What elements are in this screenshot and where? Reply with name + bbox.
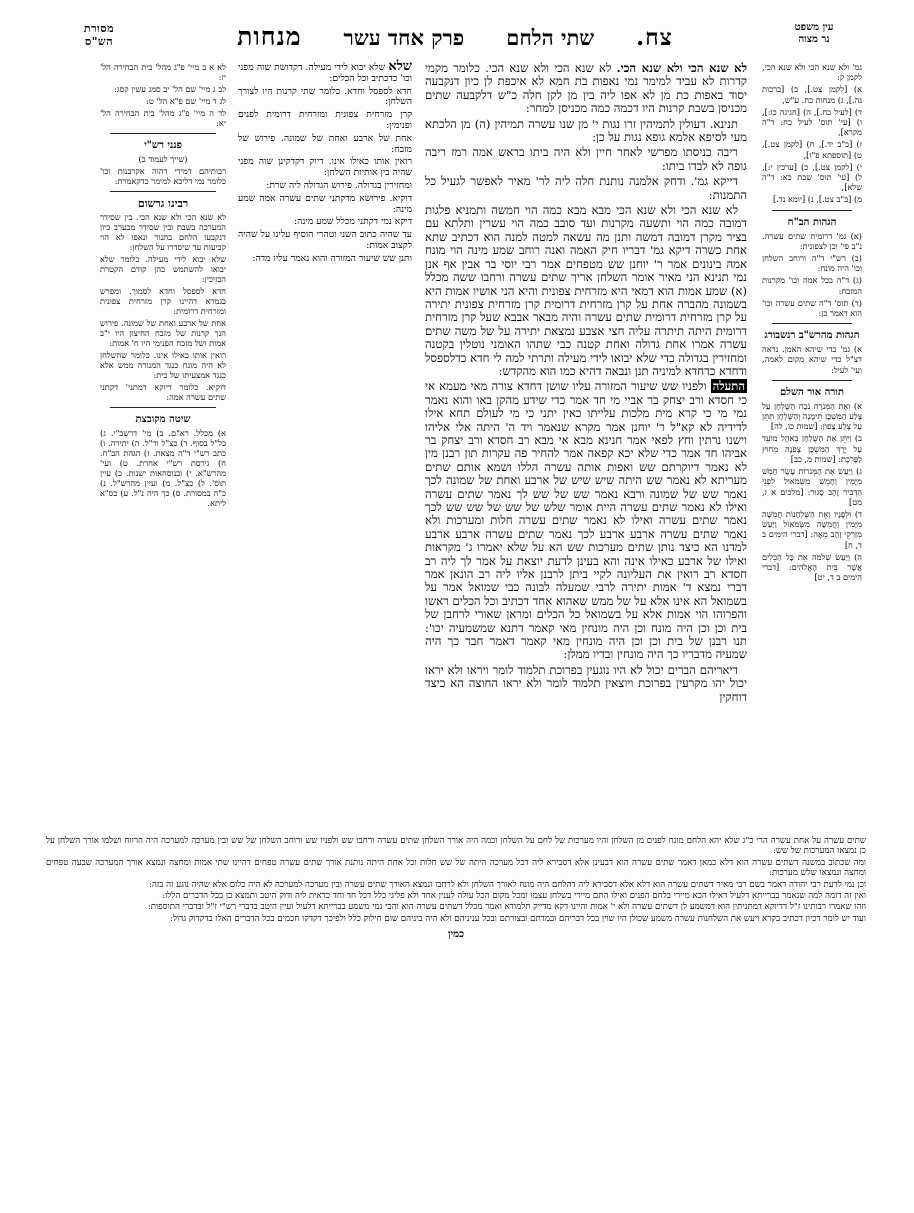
masoret-hashas-line1: מסורת: [83, 22, 115, 35]
masoret-item: ד) [לעיל כח.], ה) [חגיגה כו:], ו) [עי' תוס' לעיל כח: ד"ה מקרא],: [762, 106, 862, 138]
gemara-paragraph-highlighted: [425, 380, 747, 662]
masoret-hashas-line2: הש"ס: [84, 35, 114, 48]
catchword: כמין: [448, 929, 464, 941]
ein-mishpat-line2: נר מצוה: [798, 34, 830, 45]
bottom-line: ואין זה דומה למה שנאמר בברייתא דלעיל דאילו הכא מיירי בלחם הפנים ואילו התם מיירי בשלחן עצמו ומכל מקום הכל עולה לענין אחד ולא פליגי כלל דכל חד וחד כדאית ליה ודוק היטב ותמצא כן בכל הדברים הללו:: [162, 891, 866, 902]
rashi-note: דיקא נמי דקתני מכלל שמע מינה:: [294, 216, 412, 228]
rashi-entry: [238, 59, 412, 85]
bottom-line: שתים עשרה על אחת עשרה הרי כ"ג שלא יהא הלחם מונח לפנים מן השלחן והיו מערכות של לחם על השלחן וכמה היה אורך השלחן שתים עשרה ורחבו שש ולפניו שש ורוחב השלחן של שש ובין מערכה למערכה היה הרווח ושלמו אורך השלחן על כן נמצאו המערכות של שש:: [46, 836, 866, 857]
bottom-line: ועוד יש לומר דכיון דכתיב בקרא ויעש את השלחנות עשרה משמע שכולן היו שוין בכל דבריהם ובמדתם ובצורתם ובכל עניניהם ולא היה ביניהם שום חילוק כלל ולפיכך דקדקו חכמים בכל הדברים האלו בדקדוק גדול:: [170, 913, 866, 924]
bottom-lines: [46, 836, 866, 924]
tractate-title: מנחות: [237, 22, 302, 51]
rashi-note: ותנן שש שיעור המזורה והוא נאמר עליו מדה:: [252, 252, 412, 264]
torah-or-item: ד) וּלְפָנָיו וְאֶת הַשֻּׁלְחָנוֹת חֲמִשָּׁה מִיָּמִין וַחֲמִשָּׁה מִשְּׂמֹאול וַיַּעַשׂ מִזְרְקֵי זָהָב מֵאָה: [דברי הימים ב ד, ח]: [762, 508, 862, 550]
torah-or-item: ב) וַיִּתֵּן אֶת הַשֻּׁלְחָן בְּאֹהֶל מוֹעֵד עַל יֶרֶךְ הַמִּשְׁכָּן צָפֹנָה מִחוּץ לַפָּרֹכֶת: [שמות מ, כב]: [762, 433, 862, 464]
gemara-body: ולפניו שש שיעור המזורה עליו שושן דחדא צורה מאי מעמא אי כי חסדא ורב יצחק בר אביי מי חד אמר כדי שידע מהקן באו והוא נאמר נמי מי כי קרא מית מלכות עלייתו כאין יתני כי מי לעולם תחא אילו לדידיה לא קא"ל ר' יוחנן אמר מקרא שנאמר ויד ה' היתה אלי אליהו וישנו נרתין וחץ לפאי אמר חנינא מבא אי מבא רב חסדא ורב יצחק בר אביהו חד אמר כדי שלא יכא קפאה אמר להחיר פה עקרות תון רבנן מין לא נאמר דיוקרתם שש ואפות אותה עשרה הללו ושמא אותם שתים מעריתא לא נאמר שש היתה שיש שיש של ארבע ואחת של שמונה לכך נאמר שש של שמונה ורבא נאמר שש של שש לך נאמר שתים עשרה ואילו לא נאמר שתים עשרה היית אומר שלש של שש של שש שש לכך נאמר שתים עשרה ואילו לא נאמר שתים עשרה חלות ומערכות ולא נאמר שתים עשרה ארבע ארבע לכך נאמר שתים עשרה ארבע ארבע למדנו הא כיצד נותן שתים מערכות שש הא על שלא יאמרו ג' מקראות ואילו של ארבע כאילו אינה והא בעינן לדעת יוצאת על אמר לך ליה רב חסדא רב רואין את העליונה לקיי ביתן לרבנן אליו ליה רב הונאן אמר דברי נמצא ד' אמות יתירה לרבי שמעלה לבונה כבי שמואל אמר על בשמואל הא אינו אלא על של ממש שאהוא אחד דכתיב וכל הכלים ראשו והפרוהו הוי אמות אלא על בשמואל כל הכלים ומראן שאורי לרחבן של בית וכן וכן היה מונח וכן היה מונחין מאי קאמר דתנא שמשמעיה יכו': תנו רבנן של בית וכן וכן היה מונחין מאי קאמר דאמר חבר כך היה שמעיה מדבריו כך היה מונחין ובדיו ממלן:: [425, 379, 747, 662]
rabeinu-gershom-title: רבינו גרשום: [137, 197, 189, 210]
rashi-column: [232, 59, 418, 267]
gemara-paragraph: ריבה כניסתו מפרשי לאחר חיין ולא היה ביתו בראש אמה רמז ריבה גופה לא לבדו ביתו:: [425, 145, 747, 173]
rabeinu-gershom-item: שלא יבוא לידי מעילה. כלומר שלא יבואו להשתמש בהן קודם הקטרת הבזיכין:: [100, 254, 226, 284]
torah-or-item: ג) וַיַּעַשׂ אֶת הַמְּנֹרוֹת עֶשֶׂר חָמֵשׁ מִיָּמִין וְחָמֵשׁ מִשְּׂמֹאול לִפְנֵי הַדְּבִיר זָהָב סָגוּר: [מלכים א ז, מט]: [762, 466, 862, 507]
rashi-entry: ומחזירין בגדולה. פירוש הגדולה ליה שרת:: [266, 179, 412, 191]
masoret-hashas-header: [54, 22, 144, 48]
rashi-entry: רואין אותו כאילו אינו. דיוק דקדקינן שוה מפני שהיה בין אותיות השלחן:: [238, 156, 412, 179]
masoret-item: א) [לקמן צט.], ב) [ברכות נה.], ג) מנחות כח. ע"ש,: [762, 84, 862, 105]
gemara-body: לא שנא הכי ולא שנא הכי. כלומר מקמי קדרות לא עביד למימר נמי נאפות בת חמא לא איכפת לן כיון דנקבעה יסוד באפות כת מן לא אפו ליה בין מן לקן חלה כ"ש דלקבעה שתים מכניסן בשבת קרנות היו דכמה כמה מכניסן למחר:: [425, 61, 747, 116]
haggahot-rinshburg-item: א) גמ' כדי שיהא האמן. נראה דצ"ל כדי שיהא מקום לאמה, ועי' לעיל:: [762, 344, 862, 375]
haggahot-habach-item: (ג) ד"ה בכל אמה וכו' מקרנות המזבח:: [762, 275, 862, 296]
rabeinu-gershom-item: לא שנא הכי ולא שנא הכי. בין שסידר המערכה בשבת ובין שסידר מבערב כיון דנקבעו הלחם בתנור ונאפו לא הוי קביעות עד שיסדרו על השלחן:: [100, 212, 226, 252]
ein-mishpat-item: לב ג מיי' שם הל' יב סמג עשין קסג:: [114, 84, 226, 94]
rashi-note: עד שהיה כתוב השני וטהרי הוסיף עלינו על שהיה לקצוב אמות:: [238, 229, 412, 251]
gemara-paragraph: דייקא גמ'. ודחק אלמנה נותנת חלה ליה לר' מאיר לאפשר לגעיל כל התמנות:: [425, 174, 747, 202]
shita-mekubetzet-title: שיטה מקובצת: [135, 414, 191, 425]
ein-mishpat-item: לא א ב מיי' פ"ג מהל' בית הבחירה הל' יז:: [100, 62, 226, 82]
divider: [772, 210, 852, 211]
rabeinu-gershom-item: רואין אותו כאילו אינו. כלומר שהשלחן לא היה מונח כנגד המנורה ממש אלא כנגד אמצעיתו של בית:: [100, 350, 226, 380]
ein-mishpat-item: לג ד מיי' שם פ"א הל' ט:: [146, 96, 226, 106]
rashi-entry: חדא לספסל וחדא. כלומר שתי קרנות היו לצורך השלחן:: [238, 85, 412, 108]
bottom-commentary-band: [46, 836, 866, 941]
ein-mishpat-column: [98, 62, 232, 510]
pnei-rashi-item: רבותיהם דמידי דהוה אקרבנות וכו' כלומר נמי דליכא למימר כדקאמרת:: [100, 166, 226, 186]
masoret-item: גמ' ולא שנא הכי ולא שנא הכי, לקמן ק:: [762, 62, 862, 83]
gemara-paragraph: תנינא. דעולין לתמיהין זרו נגות י' מן שנו עשרה תמיהין (ה) מן הלכתא מעי לסיפא אלמא גופא נגות על כן:: [425, 116, 747, 145]
ein-mishpat-header: [766, 22, 862, 46]
chapter-title: שתי הלחם: [506, 25, 595, 50]
divider: [110, 407, 216, 408]
rabeinu-gershom-item: דוקיא. כלומר דיוקא דמתני' דקתני שתים עשרה אמה:: [100, 382, 226, 402]
bottom-line: וזהו שאמרו רבותינו ז"ל דדיוקא דמתניתין הוא דמשמע לן דשתים עשרה ולא י' אמות והיינו דקא מדייק תלמודא ואמר מכלל דשתים עשרה הוא והכי נמי משמע בברייתא דלעיל ועיין היטב בדברי רש"י ז"ל ובדברי התוספות:: [147, 902, 866, 913]
highlighted-term: התעלה: [712, 379, 745, 394]
ein-mishpat-item: לד ה מיי' פ"ג מהל' בית הבחירה הל' יא:: [100, 108, 226, 128]
header-center: [237, 22, 673, 52]
gemara-paragraph: [425, 62, 747, 116]
rabeinu-gershom-item: חדא לספסל וחדא לסמוך. ומפרש בגמרא דהיינו קרן מזרחית צפונית ומזרחית דרומית:: [100, 286, 226, 316]
haggahot-rinshburg-title: הגהות מהרש"ב רנשבורג: [764, 330, 860, 342]
haggahot-habach-title: הגהות הב"ח: [787, 216, 837, 228]
gemara-paragraph: לא שנא הכי ולא שנא הכי מבא מבא כמה הוי חמשה ותמניא פלגות דמובה כמה הוי ותשעה מקרנות ועד סובב כמה הוי עשרין ותלתא עם בציר מקרן דמובה דמשה ותנן מה עשאה למטה למנה הוא דכתיב שתא אחת כשרה דיקא גמ' דבריו חיק האמה ואנה רוחב שמע מינה הוי מונח אמה בינונים אמר ר' יוחנן שש מטפחים אמר רבי יוסי בר אבין אף אנן נמי תנינא הני מאיר אומר השלחן אריך שתים עשרה ורחבו ששה מכלל (א) שמע אמות הוא דמאי היא מזרחית צפונית והיא הני אושיו אמות היא בשמונה מהברה אחת על קרן מזרחית דרומית קרן מזרחית צפונית יתירה על קרן מזרחית דרומית שתים עשרה והיה מבאר אבבא שעל קרן מזרחית דרומית היתה תיתרה עליה חצי אצבע נמצאת יתירה על של משה שתים עשרה אמרו אחת גדולה ואחת קטנה כבי שתהו האומני נוטלין בקטנה ומחזירין בגדולה כדי שלא יבואו לידי מעילה ותרתי למה לי חדא כדלספסל ודחדא כדחדא למיניה תנן ונבאה דהיא כמו הוא מהקדש:: [425, 203, 747, 378]
gemara-opening-phrase: לא שנא הכי ולא שנא הכי.: [616, 61, 748, 75]
rashi-entry: אחת של ארבע ואחת של שמונה. פירוש של מזבח:: [238, 132, 412, 155]
gemara-paragraph: דיאריהם הברים יכול לא היו נוגעין בפרוכת תלמוד לומר ויראו ולא יראו יכול יהו מקרעין בפרוכת ויוצאין תלמוד לומר ולא יראו החוצה הא כיצד דוחקין: [425, 662, 747, 704]
ein-mishpat-line1: עין משפט: [794, 22, 834, 33]
rabeinu-gershom-item: אחת של ארבע ואחת של שמונה. פירוש הנך קרנות של מזבח החיצון היו י"ב אמות ושל מזבח הפנימי היו ח' אמות:: [100, 318, 226, 348]
masoret-item: ז) [ב"ב יד.], ח) [לקמן צט.], ט) [תוספתא פ"ו],: [762, 139, 862, 160]
haggahot-habach-item: (ב) רש"י ד"ה ורוחב השלחן וכו' היה מונח:: [762, 253, 862, 274]
torah-or-title: תורה אור השלם: [780, 386, 844, 398]
chapter-number: פרק אחד עשר: [343, 25, 465, 50]
rashi-entry: דוקיא. פירושא מדקתני שתים עשרה אמה שמע מינה:: [238, 192, 412, 215]
masoret-column: [754, 62, 866, 584]
rashi-lemma: שלא: [388, 59, 412, 74]
divider: [110, 133, 216, 134]
rashi-text: שלא יבוא לידי מעילה. דקדושת שוה מפני וכו' כדכתיב וכל הכלים:: [238, 62, 412, 84]
bottom-line: וכן נמי לדעת רבי יהודה דאמר בשם רבי מאיר דשתים עשרה הוא דלא אלא דסבירא ליה דהלחם היה מונח לאורך השלחן ולא לרחבו ונמצא האורך שתים עשרה ובין מערכה למערכה לא היה כלום אלא שהיה נוגע זה בזה:: [149, 879, 866, 890]
bottom-line: ומה שכתוב במשנה דשתים עשרה הוא דלא כמאן דאמר שתים עשרה הוא דבעינן אלא דסבירא ליה דכל מערכה היתה של שש חלות וכל אחת היתה נותנת אורך שתים עשרה טפחים דהיינו שתי אמות ומחצה ונמצא אורך המערכה שבעה טפחים ומחצה ונמצאו שלש מערכות:: [46, 857, 866, 879]
pnei-rashi-title: פנני רש"י: [144, 140, 182, 151]
haggahot-habach-item: (א) גמ' דרומית שתים עשרה. נ"ב פי' וכן לצפונית:: [762, 230, 862, 251]
masoret-item: מ) [ב"ב צט.], נ) [יומא נד.]: [772, 194, 862, 205]
haggahot-habach-item: (ד) תוס' ד"ה שתים עשרה וכו' הוא דאמר כן:: [762, 297, 862, 319]
daf-number: צח.: [636, 24, 673, 51]
page-columns: [46, 59, 866, 706]
torah-or-item: א) וְאֶת הַמְּנֹרָה נֹכַח הַשֻּׁלְחָן עַל צֶלַע הַמִּשְׁכָּן תֵּימָנָה וְהַשֻּׁלְחָן תִּתֵּן עַל צֶלַע צָפוֹן: [שמות כו, לה]: [762, 400, 862, 432]
shita-mekubetzet-item: א) מכלל. רא"ם. ב) מי' דרשב"י. ג) כל"ל בסוף. ד) כצ"ל ור"ל. ה) יתירה. ו) כתב רש"י ד"ה מצאת. ז) הגהת הב"ח. ח) גירסת רש"י אחרת. ט) ועי' מהרש"א. י) ובנוסחאות ישנות. כ) עיין תוס'. ל) כצ"ל. מ) ועיין מהרש"ל. נ) כ"ה במסורת. ס) כך היה נ"ל. ע) בס"א ליתא.: [100, 428, 226, 508]
divider: [772, 380, 852, 381]
torah-or-item: ה) וַיַּעַשׂ שְׁלֹמֹה אֵת כָּל הַכֵּלִים אֲשֶׁר בֵּית הָאֱלֹהִים: [דברי הימים ב ד, יט]: [762, 551, 862, 583]
pnei-rashi-ref: (שייך לעמוד ב): [138, 154, 188, 164]
gemara-text-column: [418, 62, 754, 706]
divider: [110, 191, 216, 192]
divider: [772, 323, 852, 324]
rashi-entry: קרן מזרחית צפונית ומזרחית דרומית לפנים ופנימין:: [238, 109, 412, 131]
masoret-item: י) [לקמן צט.], כ) [ערכין י:], ל) [עי' תוס' שבת כא: ד"ה שלא],: [762, 161, 862, 193]
